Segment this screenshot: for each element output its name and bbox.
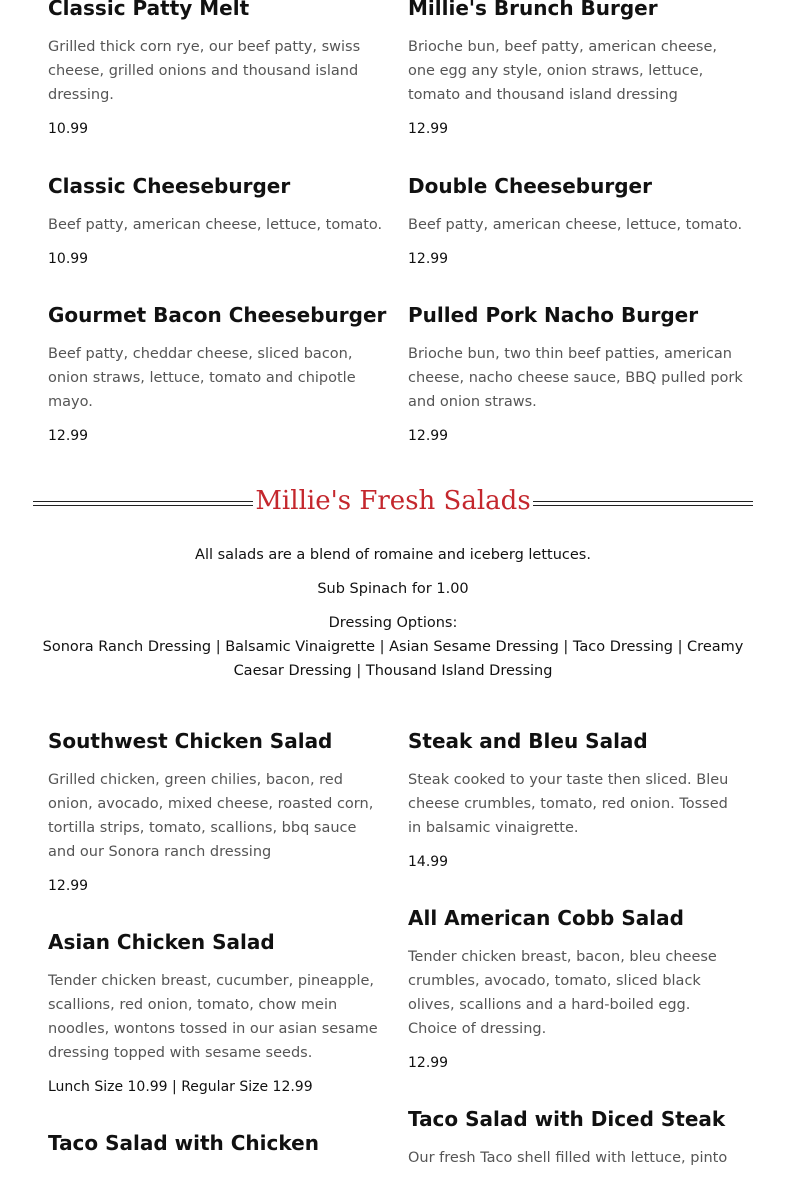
item-title: Classic Cheeseburger — [48, 174, 291, 198]
item-price: 12.99 — [408, 1055, 449, 1071]
item-title: Classic Patty Melt — [48, 0, 250, 20]
salad-blend-note: All salads are a blend of romaine and iceberg lettuces. — [195, 547, 591, 563]
item-price: 12.99 — [408, 251, 449, 267]
item-price: 14.99 — [408, 854, 449, 870]
section-header — [33, 484, 753, 522]
item-price: 10.99 — [48, 251, 89, 267]
item-description: Tender chicken breast, bacon, bleu cheese crumbles, avocado, tomato, sliced black olives, scallions and a hard-boiled egg. Choice of dressing. — [408, 949, 717, 1037]
item-description: Tender chicken breast, cucumber, pineapple, scallions, red onion, tomato, chow mein noodles, wontons tossed in our asian sesame dressing topped with sesame seeds. — [48, 973, 378, 1061]
item-price: 12.99 — [408, 121, 449, 137]
dressing-list: Sonora Ranch Dressing | Balsamic Vinaigrette | Asian Sesame Dressing | Taco Dressing | Creamy Caesar Dressing | Thousand Island Dressing — [42, 639, 744, 679]
item-title: Taco Salad with Chicken — [48, 1131, 319, 1155]
menu-item — [408, 728, 743, 874]
item-title: Asian Chicken Salad — [48, 930, 275, 954]
item-description: Grilled thick corn rye, our beef patty, swiss cheese, grilled onions and thousand island dressing. — [48, 39, 361, 103]
spinach-note: Sub Spinach for 1.00 — [317, 581, 469, 597]
item-title: Gourmet Bacon Cheeseburger — [48, 303, 387, 327]
menu-item — [48, 173, 383, 271]
menu-item — [408, 0, 743, 141]
dressing-heading: Dressing Options: — [328, 615, 458, 631]
item-title: Steak and Bleu Salad — [408, 729, 648, 753]
menu-item — [408, 905, 743, 1075]
item-description: Beef patty, cheddar cheese, sliced bacon, onion straws, lettuce, tomato and chipotle mayo. — [48, 346, 356, 410]
item-description: Brioche bun, two thin beef patties, american cheese, nacho cheese sauce, BBQ pulled pork and onion straws. — [408, 346, 743, 410]
menu-item — [48, 0, 383, 141]
item-price: 10.99 — [48, 121, 89, 137]
item-description: Beef patty, american cheese, lettuce, tomato. — [48, 217, 383, 233]
menu-item — [48, 302, 387, 448]
menu-item — [48, 728, 383, 898]
item-description: Grilled chicken, green chilies, bacon, red onion, avocado, mixed cheese, roasted corn, tortilla strips, tomato, scallions, bbq sauce and our Sonora ranch dressing — [48, 772, 374, 860]
item-title: Double Cheeseburger — [408, 174, 652, 198]
item-title: All American Cobb Salad — [408, 906, 684, 930]
item-price: Lunch Size 10.99 | Regular Size 12.99 — [48, 1079, 313, 1095]
item-description: Steak cooked to your taste then sliced. Bleu cheese crumbles, tomato, red onion. Tossed in balsamic vinaigrette. — [408, 772, 729, 836]
item-description: Our fresh Taco shell filled with lettuce, pinto — [408, 1150, 728, 1166]
item-title: Millie's Brunch Burger — [408, 0, 658, 20]
menu-item — [408, 1106, 743, 1180]
menu-item — [408, 302, 743, 448]
item-title: Taco Salad with Diced Steak — [408, 1107, 726, 1131]
section-title: Millie's Fresh Salads — [255, 486, 531, 516]
menu-item — [48, 1130, 383, 1170]
menu-item — [48, 929, 383, 1099]
menu-item — [408, 173, 743, 271]
item-price: 12.99 — [408, 428, 449, 444]
item-description: Beef patty, american cheese, lettuce, tomato. — [408, 217, 743, 233]
item-description: Brioche bun, beef patty, american cheese, one egg any style, onion straws, lettuce, tomato and thousand island dressing — [408, 39, 717, 103]
item-title: Pulled Pork Nacho Burger — [408, 303, 699, 327]
item-price: 12.99 — [48, 878, 89, 894]
item-title: Southwest Chicken Salad — [48, 729, 333, 753]
item-price: 12.99 — [48, 428, 89, 444]
